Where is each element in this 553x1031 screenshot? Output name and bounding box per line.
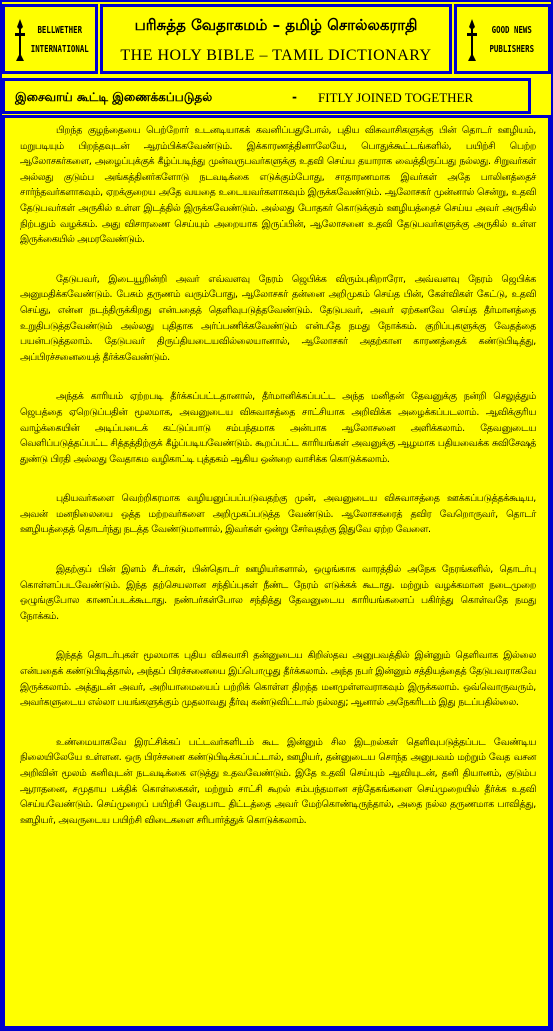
torch-emblem-icon (465, 17, 479, 63)
header (2, 2, 551, 76)
torch-emblem-icon (13, 17, 27, 63)
topic-english: FITLY JOINED TOGETHER (318, 90, 474, 105)
topic-heading (2, 78, 531, 114)
left-logo-line-1: BELLWETHER (37, 25, 83, 36)
left-logo-line-2: INTERNATIONAL (30, 44, 89, 55)
paragraph: அந்தக் காரியம் ஏற்றபடி தீர்க்கப்பட்டதானால், தீர்மானிக்கப்பட்ட அந்த மனிதன் தேவனுக்கு நன்றி செலுத்தும் ஜெபத்தை ஏறெடுப்பதின் மூலமாக, அவனுடைய விசுவாசத்தை சாட்சியாக அறிவிக்க அழைக்கப்படலாம். ஆவிக்குரிய வாழ்க்கையின் அடிப்படைக் கட்டுப்பாடு சம்பந்தமாக அன்பாக ஆலோசனை அளிக்கலாம். தேவனுடைய வெளிப்படுத்தப்பட்ட சித்தத்திற்குக் கீழ்ப்படியவேண்டும். கூறப்பட்ட காரியங்கள் அவனுக்கு ஆழமாக பதியவைக்க சுவிசேஷத் துண்டு பிரதி அல்லது வேதாகம வழிகாட்டி புத்தகம் ஆகிய ஒன்றை வாசிக்க கொடுக்கலாம். (20, 391, 536, 465)
bellwether-logo (2, 4, 98, 74)
right-logo-line-2: PUBLISHERS (489, 44, 535, 55)
paragraph: பிறந்த குழந்தையை பெற்றோர் உடனடியாகக் கவனிப்பதுபோல், புதிய விசுவாசிகளுக்கு பின் தொடர் ஊழியம், மறுபடியும் பிறந்தவுடன் ஆரம்பிக்கவேண்டும். இக்காரணத்தினாலேயே, பொதுக்கூட்டங்களில், பயிற்சி பெற்ற ஆலோசகர்களை, அழைப்புக்குக் கீழ்ப்படிந்து முன்வருபவர்களுக்கு உதவி செய்ய தயாராக வைத்திருப்பது நல்லது. சிறுவர்கள் அல்லது குடும்ப அங்கத்தினர்களோடு நடவடிக்கை எடுக்கும்போது, சாதாரணமாக இவர்கள் அதே பாலினத்தைச் சார்ந்தவர்களாகவும், ஏறக்குறைய அதே வயதை உடையவர்களாகவும் இருக்கவேண்டும். ஆலோசகர் முன்னால் சென்று, உதவி தேடுபவர்கள் அருகில் உள்ள இடத்தில் இருக்கவேண்டும். அல்லது போதகர் கொடுக்கும் ஊழியத்தைச் செய்ய அவர் அருகில் நிற்பதும் வழக்கம். அது விசாரணை செய்யும் அறையாக இருப்பின், ஆலோசனை உதவி தேடுபவர்களுக்கு அருகில் உள்ள இருக்கையில் அமரவேண்டும். (20, 125, 536, 246)
paragraph: இதற்குப் பின் இளம் சீடர்கள், பின்தொடர் ஊழியர்களால், ஒழுங்காக வாரத்தில் அநேக நேரங்களில், தொடர்பு கொள்ளப்படவேண்டும். இந்த தற்செயலான சந்திப்புகள் நீண்ட நேரம் எடுக்கக் கூடாது. மற்றும் வழக்கமான நடைமுறை ஒழுங்குபோல காணப்படக்கூடாது. நண்பர்கள்போல சந்தித்து தேவனுடைய காரியங்களைப் பகிர்ந்து கொள்வதே நமது நோக்கம். (20, 564, 536, 622)
title-english: THE HOLY BIBLE – TAMIL DICTIONARY (120, 47, 432, 64)
paragraph: இந்தத் தொடர்புகள் மூலமாக புதிய விசுவாசி தன்னுடைய கிறிஸ்தவ அனுபவத்தில் இன்னும் தெளிவாக இல்லை என்பதைக் கண்டுபிடித்தால், அந்தப் பிரச்சனையை இப்பொழுது தீர்க்கலாம். அந்த நபர் இன்னும் சத்தியத்தைத் தேடுபவராகவே இருக்கலாம். அத்துடன் அவர், அறியாமையைப் பற்றிக் கொள்ள திறந்த மனமுள்ளவராகவும் இருக்கலாம். ஒவ்வொருவரும், அவர்களுடைய எல்லா பயங்களுக்கும் முதலாவது தீர்வு கண்டுவிட்டால் நல்லது; ஆனால் அநேகரிடம் இது நடப்பதில்லை. (20, 650, 536, 709)
topic-tamil: இசைவாய் கூட்டி இணைக்கப்படுதல் (15, 90, 213, 104)
topic-separator: - (292, 90, 297, 104)
paragraph: உண்மையாகவே இரட்சிக்கப் பட்டவர்களிடம் கூட இன்னும் சில இடறல்கள் தெளிவுபடுத்தப்பட வேண்டிய நிலையிலேயே உள்ளன. ஒரு பிரச்சனை கண்டுபிடிக்கப்பட்டால், ஊழியர், தன்னுடைய சொந்த அனுபவம் மற்றும் வேத வசன அறிவின் மூலம் கனிவுடன் நடவடிக்கை எடுத்து உதவவேண்டும். இதே உதவி செய்யும் ஆவியுடன், தனி தியானம், குடும்ப ஆராதனை, சமுதாய பக்திக் கொள்கைகள், மற்றும் சாட்சி கூறல் சம்பந்தமான சந்தேகங்களை செய்முறையில் தீர்க்க உதவி செய்யவேண்டும். செய்முறைப் பயிற்சி வேதபாட திட்டத்தை அவர் மேற்கொண்டிருந்தால், அதை நல்ல தருணமாக பாவித்து, ஊழியர், அவருடைய பயிற்சி விடைகளை சரிபார்த்துக் கொடுக்கலாம். (20, 736, 536, 826)
good-news-logo (454, 4, 551, 74)
right-logo-line-1: GOOD NEWS (491, 25, 532, 36)
title-tamil: பரிசுத்த வேதாகமம் – தமிழ் சொல்லகராதி (134, 16, 418, 34)
title-box (100, 4, 452, 74)
paragraph: தேடுபவர், இடையூறின்றி அவர் எவ்வளவு நேரம் ஜெபிக்க விரும்புகிறாரோ, அவ்வளவு நேரம் ஜெபிக்க அனுமதிக்கவேண்டும். பேசும் தருணம் வரும்போது, ஆலோசகர் தன்னை அறிமுகம் செய்த பின், கேள்விகள் கேட்டு, உதவி செய்து, என்ன நடந்திருக்கிறது என்பதைத் தெளிவுபடுத்தவேண்டும். தேடுபவர், அவர் ஏற்கனவே செய்த தீர்மானத்தை உறுதிபடுத்தவேண்டும் அல்லது புதிதாக அர்ப்பணிக்கவேண்டும் என்பதே நமது நோக்கம். குறிப்புகளுக்கு வேதத்தை பயன்படுத்தலாம். தேடுபவர் திருப்தியடையவில்லையானால், ஆலோசகர் அதற்கான காரணத்தைக் கண்டுபிடித்து, அப்பிரச்சனையைத் தீர்க்கவேண்டும். (20, 273, 536, 363)
paragraph: புதியவர்களை வெற்றிகரமாக வழியனுப்பப்படுவதற்கு முன், அவனுடைய விசுவாசத்தை ஊக்கப்படுத்தக்கூடிய, அவன் மனநிலையை ஒத்த மற்றவர்களை அறிமுகப்படுத்த வேண்டும். ஆலோசகரைத் தவிர வேறொருவர், தொடர் ஊழியத்தைத் தொடர்ந்து நடத்த வேண்டுமானால், இவர்கள் ஒன்று சேர்வதற்கு இதுவே ஏற்ற வேளை. (20, 493, 536, 536)
article-body (2, 115, 551, 1029)
